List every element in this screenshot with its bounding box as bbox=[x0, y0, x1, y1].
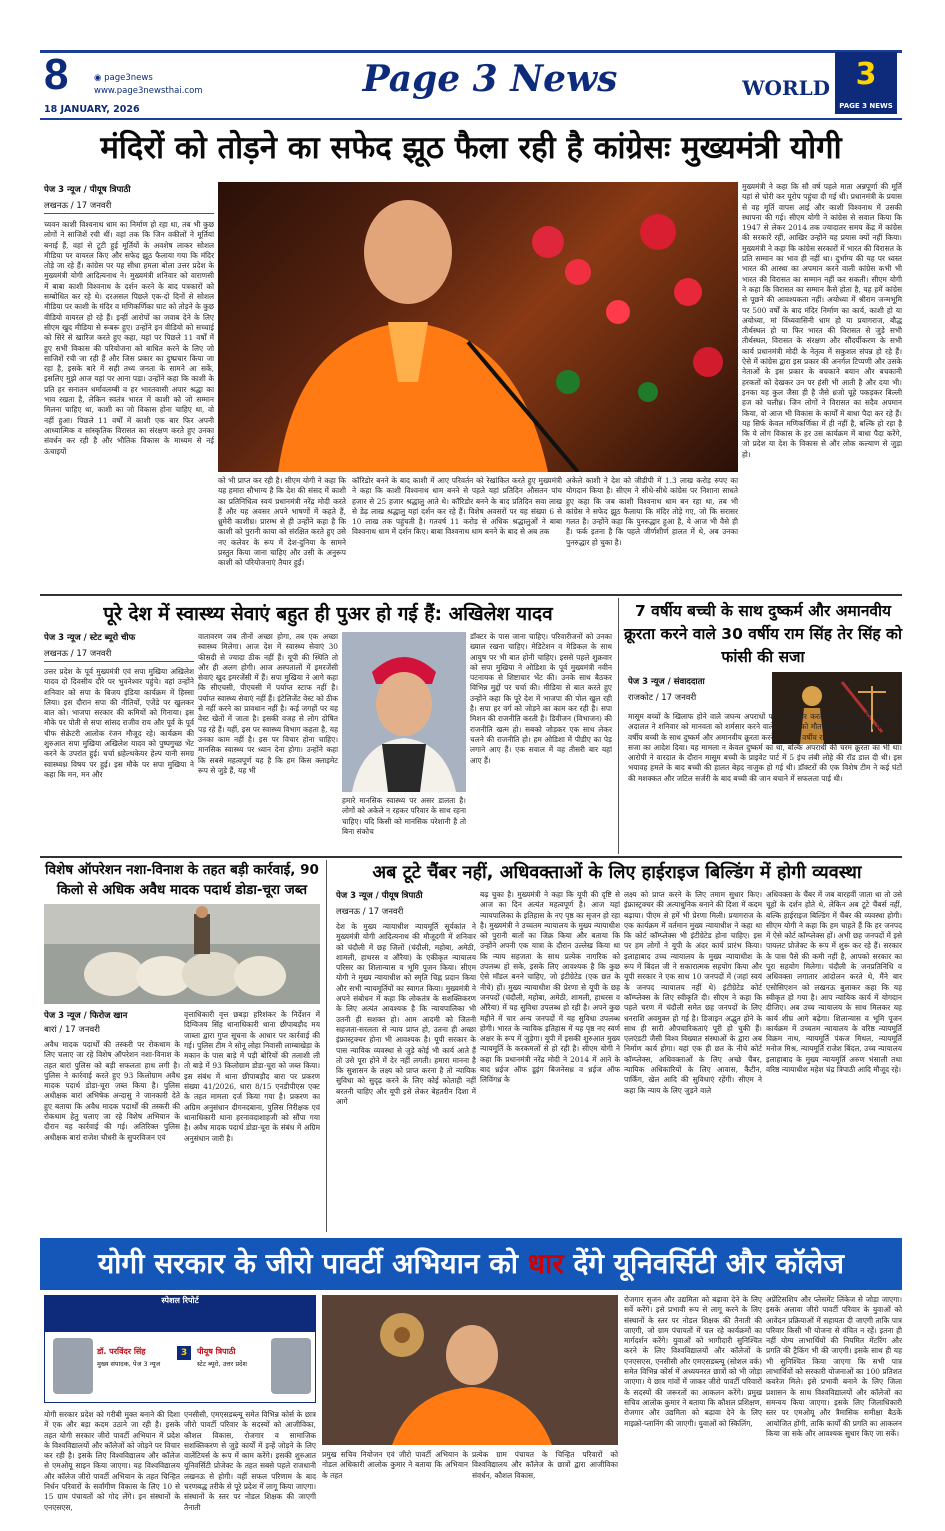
reporter1-title: मुख्य संपादक, पेज 3 न्यूज bbox=[97, 1360, 161, 1368]
lead-col3: कॉरिडोर बनने के बाद काशी में आए परिवर्तन को रेखांकित करते हुए मुख्यमंत्री ने कहा कि काशी विश्वनाथ धाम बनने से पहले यहां प्रतिदिन औसतन पांच हजार से 25 हजार श्रद्धालु आते थे। कॉरिडोर बनने के बाद प्रतिदिन सवा लाख से डेढ़ लाख श्रद्धालु यहां दर्शन कर रहे हैं। विशेष अवसरों पर यह संख्या 6 से 10 लाख तक पहुंचती है। गतवर्ष 11 करोड़ से अधिक श्रद्धालुओं ने बाबा विश्वनाथ धाम में दर्शन किए। बाबा विश्वनाथ धाम बनने के बाद से अब तक bbox=[352, 476, 562, 537]
rape-dateline: राजकोट / 17 जनवरी bbox=[628, 693, 697, 703]
divider bbox=[326, 860, 327, 1232]
masthead-links bbox=[94, 72, 294, 102]
lead-col2: को भी प्राप्त कर रही है। सीएम योगी ने कहा कि यह हमारा सौभाग्य है कि देश की संसद में काशी का प्रतिनिधित्व स्वयं प्रधानमंत्री नरेंद्र मोदी करते हैं और यह अवसर अपने भाषणों में कहते हैं, ध्रुमेरी काशीध्र। प्रारम्भ से ही उन्होंने कहा है कि काशी को पुरानी काया को संरक्षित करते हुए उसे नए कलेवर के रूप में देश-दुनिया के सामने प्रस्तुत किया जाना चाहिए और उसी के अनुरूप काशी को परियोजनाएं तैयार हुईं। bbox=[218, 476, 346, 568]
rape-headline: 7 वर्षीय बच्ची के साथ दुष्कर्म और अमानवीय क्रूरता करने वाले 30 वर्षीय राम सिंह तेर सिंह को फांसी की सजा bbox=[624, 602, 902, 666]
zero-poverty-headline: योगी सरकार के जीरो पावर्टी अभियान को धार देंगे यूनिवर्सिटी और कॉलेज bbox=[40, 1238, 902, 1290]
court-byline: पेज 3 न्यूज / पीयूष त्रिपाठी bbox=[336, 891, 423, 901]
akhilesh-portrait bbox=[342, 632, 466, 792]
zp-caption-right: प्रत्येक ग्राम पंचायत के चिन्हित परिवारों को विश्वविद्यालय और कॉलेज के छात्रों द्वारा आजीविका संवर्धन, कौशल विकास, bbox=[472, 1450, 618, 1480]
lead-dateline: लखनऊ / 17 जनवरी bbox=[44, 201, 112, 211]
masthead-rule bbox=[40, 118, 902, 120]
akhilesh-col4: डॉक्टर के पास जाना चाहिए। परिवारीजनों को उनका ख्याल रखना चाहिए। मेडिटेशन व मेडिकल के साथ आयुष पर भी बात होनी चाहिए। इससे पहले शुक्रवार को सपा मुखिया ने ओडिशा के पूर्व मुख्यमंत्री नवीन पटनायक से शिष्टाचार भेंट की। उनके साथ बैठकर विभिन्न मुद्दों पर चर्चा की। मीडिया से बात करते हुए उन्होंने कहा कि पूरे देश में भाजपा की पोल खुल रही है। सपा हर वर्ग को जोड़ने का काम कर रही है। सपा मिशन की राजनीति करती है। डिवीजन (विभाजन) की राजनीति खत्म हो। सबको जोड़कर एक साथ लेकर चलने की राजनीति हो। हम ओडिशा में पीडीए का पेड़ लगाने आए हैं। एक सवाल में वह तीसरी बार यहां आए हैं। bbox=[470, 632, 612, 765]
special-report-label: स्पेशल रिपोर्ट bbox=[44, 1295, 316, 1331]
court-col4: अधिवक्ता के चैंबर में जब बारहवीं जाता था तो उसे चूहों के दर्शन होते थे, लेकिन अब टूटे चैंबर्स नहीं, बल्कि हाईराइज बिल्डिंग में चैंबर की व्यवस्था होगी। सीएम योगी ने कहा कि हम चाहते हैं कि हर जनपद में ऐसे कोर्ट कॉम्प्लेक्स हों। अभी छह जनपदों में इसे पायलट प्रोजेक्ट के रूप में शुरू कर रहे हैं। सरकार के पास पैसे की कमी नहीं है, आपको सरकार का पूरा सहयोग मिलेगा। चंदौली के जनप्रतिनिधि व अधिवक्ता लगातार आंदोलन करते थे, मैंने बार एसोसिएशन को लखनऊ बुलाकर कहा कि यह स्वीकृत हो गया है। आप न्यायिक कार्य में योगदान दीजिए। अब उच्च न्यायालय के साथ मिलकर यह कार्य शीघ्र आगे बढ़ेगा। शिलान्यास व भूमि पूजन कार्यक्रम में उच्चतम न्यायालय के वरिष्ठ न्यायमूर्ति विक्रम नाथ, न्यायमूर्ति पंकज मिथल, न्यायमूर्ति मनोज मिश्र, न्यायमूर्ति राजेश बिंदल, उच्च न्यायालय इलाहाबाद के मुख्य न्यायमूर्ति अरुण भंसाली तथा वरिष्ठ न्यायाधीश महेश चंद्र त्रिपाठी आदि मौजूद रहे। bbox=[766, 890, 902, 1075]
divider bbox=[44, 661, 194, 662]
yogi-event-photo bbox=[322, 1295, 618, 1445]
akhilesh-dateline: लखनऊ / 17 जनवरी bbox=[44, 649, 112, 659]
social-handle[interactable]: ◉ page3news bbox=[94, 73, 153, 83]
court-headline: अब टूटे चैंबर नहीं, अधिवक्ताओं के लिए हाईराइज बिल्डिंग में होगी व्यवस्था bbox=[372, 862, 862, 883]
lead-col4: अकेले काशी ने देश को जीडीपी में 1.3 लाख करोड़ रुपए का योगदान किया है। सीएम ने सीधे-सीधे कांग्रेस पर निशाना साधते हुए कहा कि जब काशी विश्वनाथ धाम बन रहा था, तब भी कांग्रेस ने सफेद झूठ फैलाया कि मंदिर तोड़े गए, जो कि सरासर गलत है। उन्होंने कहा कि पुनरुद्धार हुआ है, ये आज भी वैसे ही हैं। फर्क इतना है कि पहले जीर्णशीर्ण हालत में थे, अब उनका पुनरुद्धार हो चुका है। bbox=[566, 476, 738, 547]
drug-headline: विशेष ऑपरेशन नशा-विनाश के तहत बड़ी कार्रवाई, 90 किलो से अधिक अवैध मादक पदार्थ डोडा-चूरा जब्त bbox=[45, 862, 319, 898]
drug-dateline: बारां / 17 जनवरी bbox=[44, 1025, 100, 1035]
akhilesh-col2: वातावरण जब तीनों अच्छा होगा, तब एक अच्छा स्वास्थ्य मिलेगा। आज देश में स्वास्थ्य सेवाएं 30 फीसदी से ज्यादा ठीक नहीं हैं। यूपी की स्थिति तो और ही अलग होगी। आज अस्पतालों में इमरजेंसी सेवाएं खुद इमरजेंसी में हैं। सपा मुखिया ने आगे कहा कि सीएचसी, पीएचसी में पर्याप्त स्टाफ नहीं है। पर्याप्त स्वास्थ्य सेवाएं नहीं हैं। इंटेलिजेंट वेस्ट को ठीक से नहीं करने का प्रावधान नहीं है। कई जगहों पर यह वेस्ट खेतों में जाता है। इसकी वजह से लोग दोषित पड़ रहे हैं। यहीं, इस पर स्वास्थ्य विभाग कहता है, यह उनका काम नहीं है। इस पर विचार होना चाहिए। मानसिक स्वास्थ्य पर ध्यान देना होगा। उन्होंने कहा कि सबसे महत्वपूर्ण यह है कि हम किस क्लाइमेट रूप से जुड़े हैं, यह भी bbox=[198, 632, 338, 775]
lead-photo bbox=[218, 182, 738, 472]
divider bbox=[618, 598, 619, 854]
rape-body: मासूम बच्चों के खिलाफ होने वाले जघन्य अपराधों पर कड़ा प्रहार करते हुए राजकोट की एक विशेष अदालत ने शनिवार को मानवता को शर्मसार करने वाले अपराधी को मौत की सजा सुनाई है। कोर्ट ने 7 वर्षीय बच्ची के साथ दुष्कर्म और अमानवीय क्रूरता करने वाले 30 वर्षीय राम सिंह तेर सिंह को फांसी की सजा का आदेश दिया। यह मामला न केवल दुष्कर्म का था, बल्कि अपराधी की चरम क्रूरता का भी था। आरोपी ने वारदात के दौरान मासूम बच्ची के प्राइवेट पार्ट में 5 इंच लंबी लोहे की रॉड डाल दी थी। इस भयावह हमले के बाद बच्ची की हालत बेहद नाजुक हो गई थी। डॉक्टरों की एक विशेष टीम ने कई घंटों की मशक्कत और जटिल सर्जरी के बाद बच्ची की जान बचाने में सफलता पाई थी। bbox=[628, 712, 902, 783]
court-dateline: लखनऊ / 17 जनवरी bbox=[336, 907, 404, 917]
website-link[interactable]: www.page3newsthai.com bbox=[94, 86, 203, 96]
reporter2-name: पीयूष त्रिपाठी bbox=[197, 1347, 236, 1356]
zp-col3: रोजगार सृजन और उद्यमिता को बढ़ावा देने के लिए सर्वे करेंगे। इसे प्रभावी रूप से लागू करने के लिए संस्थानों के स्तर पर नोडल शिक्षक की तैनाती की जाएगी, जो ग्राम पंचायतों में चल रहे कार्यक्रमों का मार्गदर्शन करेंगे। युवाओं को भागीदारी सुनिश्चित करने के लिए विश्वविद्यालयों और कॉलेजों के एनएसएस, एनसीसी और एमएसडब्ल्यू (सोशल वर्क) समेत विभिन्न कोर्स में अध्ययनरत छात्रों को भी जोड़ा जाएगा। ये छात्र गांवों में जाकर जीरो पावर्टी परिवारों के सदस्यों की जरूरतों का आकलन करेंगे। प्रमुख सचिव आलोक कुमार ने बताया कि कौशल प्रशिक्षण, रोजगार और उद्यमिता को बढ़ावा देने के लिए माइक्रो-प्लानिंग की जाएगी। युवाओं को स्किलिंग, bbox=[624, 1295, 762, 1428]
akhilesh-headline: पूरे देश में स्वास्थ्य सेवाएं बहुत ही पुअर हो गई हैं: अखिलेश यादव bbox=[103, 603, 553, 625]
rape-byline: पेज 3 न्यूज / संवाददाता bbox=[628, 677, 705, 687]
lead-byline: पेज 3 न्यूज / पीयूष त्रिपाठी bbox=[44, 185, 131, 195]
zp-caption-left: प्रमुख सचिव नियोजन एवं जीरो पावर्टी अभियान के नोडल अधिकारी आलोक कुमार ने बताया कि अभियान के तहत bbox=[322, 1450, 468, 1480]
lead-headline: मंदिरों को तोड़ने का सफेद झूठ फैला रही है कांग्रेसः मुख्यमंत्री योगी bbox=[100, 130, 842, 166]
issue-date: 18 JANUARY, 2026 bbox=[44, 104, 140, 115]
seized-sacks-photo bbox=[44, 904, 320, 1004]
section-label: WORLD bbox=[742, 76, 830, 100]
reporter2-avatar bbox=[271, 1338, 311, 1394]
drug-photo bbox=[44, 904, 320, 1004]
divider bbox=[44, 213, 214, 214]
divider bbox=[40, 856, 902, 858]
yogi-speech-photo bbox=[218, 182, 738, 472]
divider bbox=[40, 594, 902, 596]
court-col1: देश के मुख्य न्यायाधीश न्यायमूर्ति सूर्यकांत ने मुख्यमंत्री योगी आदित्यनाथ की मौजूदगी में शनिवार को चंदौली में छह जिलों (चंदौली, महोबा, अमेठी, शामली, हाथरस व औरैया) के एकीकृत न्यायालय परिसर का शिलान्यास व भूमि पूजन किया। सीएम योगी ने मुख्य न्यायाधीश को स्मृति चिह्न प्रदान किया और सभी न्यायमूर्तियों का स्वागत किया। मुख्यमंत्री ने अपने संबोधन में कहा कि लोकतंत्र के सशक्तिकरण के लिए अत्यंत आवश्यक है कि न्यायपालिका भी उतनी ही सशक्त हो। आम आदमी को जितनी सहजता-सरलता से न्याय प्राप्त हो, उतना ही अच्छा इंफ्रास्ट्रक्चर होना भी आवश्यक है। यूपी सरकार के पास न्यायिक व्यवस्था से जुड़े कोई भी कार्य आते हैं तो उसे पूरा होने में देर नहीं लगती। हमारा मानना है कि सुशासन के लक्ष्य को प्राप्त करना है तो न्यायिक सुविधा को सुदृढ़ करने के लिए कोई कोताही नहीं बरतनी चाहिए और यूपी इसे लेकर बेहतरीन दिशा में आगे bbox=[336, 922, 476, 1107]
drug-col2: वृत्ताधिकारी वृत्त छबड़ा हरिशंकर के निर्देशन में दिग्विजय सिंह थानाधिकारी थाना छीपाबड़ौद मय जाब्ता द्वारा गुप्त सूचना के आधार पर कार्रवाई की गई। पुलिस टीम ने सोनू लोहा निवासी लाम्बाखेड़ा के मकान के पास बाड़े में पड़ी बोरियों की तलाशी ली तो बाड़े में 93 किलोग्राम डोडा-चूरा को जब्त किया। इस संबंध में थाना छीपाबड़ौद बारा पर प्रकरण संख्या 41/2026, धारा 8/15 एनडीपीएस एक्ट के तहत मामला दर्ज किया गया है। प्रकरण का अग्रिम अनुसंधान दीगनदबाना, पुलिस निरीक्षक एवं थानाधिकारी थाना हरनावदाशाहजी को सौंपा गया है। अवैध मादक पदार्थ डोडा-चूरा के संबंध में अग्रिम अनुसंधान जारी है। bbox=[184, 1010, 320, 1143]
page3-mini-logo: 3 bbox=[177, 1346, 191, 1360]
lead-col1: च्यवन काशी विश्वनाथ धाम का निर्माण हो रहा था, तब भी कुछ लोगों ने साजिशें रची थीं। वहां तक कि जिन वकीलों ने मूर्तियां बनाई हैं, वहां से टूटी हुई मूर्तियों के अवशेष लाकर सोशल मीडिया पर वायरल किए और सफेद झूठ फैलाया गया कि मंदिर तोड़े जा रहे हैं। कांग्रेस पर यह सीधा हमला बोला उत्तर प्रदेश के मुख्यमंत्री योगी आदित्यनाथ ने। मुख्यमंत्री शनिवार को वाराणसी में बाबा काशी विश्वनाथ के दर्शन करने के बाद पत्रकारों को सम्बोधित कर रहे थे। दरअसल पिछले एक-दो दिनों से सोशल मीडिया पर काशी के मंदिर व मणिकर्णिका घाट को तोड़ने के कुछ वीडियो वायरल हो रहे हैं। इन्हीं आरोपों का जवाब देने के लिए सीएम खुद मीडिया से रूबरू हुए। उन्होंने इन वीडियो को सच्चाई को सिरे से खारिज करते हुए कहा, यहां पर पिछले 11 वर्षों में हुए सभी विकास की परियोजना को बाधित करने के लिए जो साजिशें रची जा रही हैं और जिस प्रकार का दुष्प्रचार किया जा रहा है, इसके बारे में सही तथ्य जनता के सामने आ सकें, इसलिए मुझे आज यहां पर आना पड़ा। उन्होंने कहा कि काशी के प्रति हर सनातन धर्मावलम्बी व हर भारतवासी अपार श्रद्धा का भाव रखता है, लेकिन स्वतंत्र भारत में काशी को जो सम्मान मिलना चाहिए था, काशी का जो विकास होना चाहिए था, वो नहीं हुआ। पिछले 11 वर्षों में काशी एक बार फिर अपनी आध्यात्मिक व सांस्कृतिक विरासत का संरक्षण करते हुए उनका संवर्धन कर रही है और भौतिक विकास के माध्यम से नई ऊंचाइयों bbox=[44, 220, 214, 456]
drug-col1: अवैध मादक पदार्थों की तस्करी पर रोकथाम के लिए चलाए जा रहे विशेष ऑपरेशन नशा-विनाश के तहत बारां पुलिस को बड़ी सफलता हाथ लगी है। पुलिस ने कार्रवाई करते हुए 93 किलोग्राम अवैध मादक पदार्थ डोडा-चूरा जब्त किया है। पुलिस अधीक्षक बारां अभिषेक अन्दासु ने जानकारी देते हुए बताया कि अवैध मादक पदार्थों की तस्करी की रोकथाम हेतु चलाए जा रहे विशेष अभियान के दौरान यह कार्रवाई की गई। अतिरिक्त पुलिस अधीक्षक बारां राजेश चौधरी के सुपरविजन एवं bbox=[44, 1040, 180, 1142]
lead-col5: मुख्यमंत्री ने कहा कि सौ वर्ष पहले माता अन्नपूर्णा की मूर्ति यहां से चोरी कर यूरोप पहुंचा दी गई थी। प्रधानमंत्री के प्रयास से वह मूर्ति वापस आई और काशी विश्वनाथ में उसकी स्थापना की गई। सीएम योगी ने कांग्रेस से सवाल किया कि 1947 से लेकर 2014 तक ज्यादातर समय केंद्र में कांग्रेस की सरकारें रहीं, आखिर उन्होंने यह प्रयास क्यों नहीं किया। मुख्यमंत्री ने कहा कि कांग्रेस सरकारों में भारत की विरासत के प्रति सम्मान का भाव ही नहीं था। दुर्भाग्य की यह पर ध्वस्त भारत की आस्था का अपमान करने वाली कांग्रेस कभी भी भारत की विरासत का सम्मान नहीं कर सकती। सीएम योगी ने कहा कि विरासत का सम्मान कैसे होता है, यह हमें कांग्रेस से पूछने की आवश्यकता नहीं। अयोध्या में श्रीराम जन्मभूमि पर 500 वर्षों के बाद मंदिर निर्माण का कार्य, काशी हो या अयोध्या, मां विंध्यवासिनी धाम हो या प्रयागराज, बौद्ध तीर्थस्थल हो या फिर भारत की विरासत से जुड़े सभी तीर्थस्थल, विरासत के संरक्षण और सौंदर्यीकरण के सभी कार्य प्रधानमंत्री मोदी के नेतृत्व में सकुशल संपन्न हो रहे हैं। ऐसे में कांग्रेस द्वारा इस प्रकार की अनर्गल टिप्पणी और उसके नेताओं के इस प्रकार के बचकाने बयान और बचकानी हरकतों को देखकर उन पर हंसी भी आती है और दया भी। इनका यह कुल जैसा ही है जैसे ध्रजो चूहे पकड़कर बिल्ली हज को चलीध्र। जिन लोगों ने विरासत का सदैव अपमान किया, वो आज भी विकास के कार्यों में बाधा पैदा कर रहे हैं। यह सिर्फ केवल मणिकर्णिका में ही नहीं है, बल्कि हो रहा है कि ये लोग विकास के हर उस कार्यक्रम में बाधा पैदा करेंगे, जो प्रदेश या देश के विकास से और लोक कल्याण से जुड़ा हो। bbox=[742, 182, 902, 459]
zero-poverty-photo bbox=[322, 1295, 618, 1445]
zp-col1: योगी सरकार प्रदेश को गरीबी मुक्त बनाने की दिशा में एक और बड़ा कदम उठाने जा रही है। इसके तहत योगी सरकार जीरो पावर्टी अभियान में प्रदेश के विश्वविद्यालयों और कॉलेजों को जोड़ने पर विचार कर रही है। इसके लिए विश्वविद्यालय और कॉलेज से एमओयू साइन किया जाएगा। यह विश्वविद्यालय और कॉलेज जीरो पावर्टी अभियान के तहत चिन्हित निर्धन परिवारों के सर्वांगीण विकास के लिए 10 से 15 ग्राम पंचायतों को गोद लेंगे। इन संस्थानों के एनएसएस, bbox=[44, 1410, 180, 1512]
court-col2: बढ़ चुका है। मुख्यमंत्री ने कहा कि यूपी की दृष्टि से आज का दिन अत्यंत महत्वपूर्ण है। आज यहां न्यायपालिका के इतिहास के नए पृष्ठ का सृजन हो रहा है। मुख्यमंत्री ने उच्चतम न्यायालय के मुख्य न्यायाधीश को पुरानी बातों का जिक्र किया और बताया कि उन्होंने अपनी एक यात्रा के दौरान उल्लेख किया था कि न्याय सहजता के साथ प्रत्येक नागरिक को उपलब्ध हो सके, इसके लिए आवश्यक है कि कुछ ऐसे मॉडल बनने चाहिए, जो इंटीग्रेटेड (एक छत के नीचे) हों। मुख्य न्यायाधीश की प्रेरणा से यूपी के छह जनपदों (चंदौली, महोबा, अमेठी, शामली, हाथरस व औरैया) में यह सुविधा उपलब्ध हो रही है। अपने कुछ महीने में चार अन्य जनपदों में यह सुविधा उपलब्ध होगी। भारत के न्यायिक इतिहास में यह पृष्ठ नए स्वर्ण अक्षर के रूप में जुड़ेगा। यूपी में इसकी शुरुआत मुख्य न्यायमूर्ति के करकमलों से हो रही है। सीएम योगी ने कहा कि प्रधानमंत्री नरेंद्र मोदी ने 2014 में आने के बाद ध्रईज ऑफ डूइंग बिजनेसध्र व ध्रईज ऑफ लिविंगध्र के bbox=[480, 890, 620, 1085]
page3-logo: 3 PAGE 3 NEWS bbox=[835, 52, 897, 114]
akhilesh-col3: हमारे मानसिक स्वास्थ्य पर असर डालता है। लोगों को अकेले न रहकर परिवार के साथ रहना चाहिए। यदि किसी को मानसिक परेशानी है तो बिना संकोच bbox=[342, 796, 466, 836]
akhilesh-col1: उत्तर प्रदेश के पूर्व मुख्यमंत्री एवं सपा मुखिया अखिलेश यादव दो दिवसीय दौरे पर भुवनेश्वर पहुंचे। वहां उन्होंने शनिवार को सपा के बिजय इंडिया कार्यक्रम में हिस्सा लिया। इस दौरान सपा की नीतियों, एजेंडे पर खुलकर बात को। भाजपा सरकार की कमियों को गिनाया। इस मौके पर पोती से सपा सांसद राजीव राय और पूर्व के पूर्व चीफ सेक्रेटरी आलोक रंजन मौजूद रहे। कार्यक्रम की शुरुआत सपा मुखिया अखिलेश यादव को पुष्पगुच्छ भेंट करने के उपरांत हुई। चर्चा ध्रहेल्थकेयर हेल्प यानी समग्र स्वास्थ्यध्र विषय पर हुई। इस मौके पर सपा मुखिया ने कहा कि मन, मन और bbox=[44, 667, 194, 779]
zp-col2: एनसीसी, एमएसडब्ल्यू समेत विभिन्न कोर्स के छात्र जीरो पावर्टी परिवार के सदस्यों को आजीविका, कौशल विकास, रोजगार व सामाजिक सशक्तिकरण से जुड़े कार्यों में इन्हें जोड़ने के लिए वालेंटियर्स के रूप में काम करेंगे। इसकी शुरुआत यूनिवर्सिटी प्रोजेक्ट के तहत सबसे पहले राजधानी लखनऊ से होगी। वहीं सफल परिणाम के बाद चरणबद्ध तरीके से पूरे प्रदेश में लागू किया जाएगा। संस्थानों के स्तर पर नोडल शिक्षक की जाएगी तैनाती bbox=[184, 1410, 316, 1512]
zp-col4: अप्रेंटिसशिप और प्लेसमेंट लिंकेज से जोड़ा जाएगा। इसके अलावा जीरो पावर्टी परिवार के युवाओं को आवेदन प्रक्रियाओं में सहायता दी जाएगी ताकि पात्र परिवार किसी भी योजना से वंचित न रहें। इतना ही नहीं योग्य लाभार्थियों की नियमित मेंटरिंग और प्रगति की ट्रैकिंग भी की जाएगी। इसके साथ ही यह भी सुनिश्चित किया जाएगा कि सभी पात्र लाभार्थियों को सरकारी योजनाओं का 100 प्रतिशत कवरेज मिले। इसे प्रभावी बनाने के लिए जिला प्रशासन के साथ विश्वविद्यालयों और कॉलेजों का समन्वय किया जाएगा। इसके लिए जिलाधिकारी स्तर पर एमओयू और त्रैमासिक समीक्षा बैठकें आयोजित होंगी, ताकि कार्यों की प्रगति का आकलन किया जा सके और आवश्यक सुधार किए जा सकें। bbox=[766, 1295, 902, 1438]
social-icon: ◉ bbox=[94, 73, 105, 83]
reporter2-title: स्टेट ब्यूरो, उत्तर प्रदेश bbox=[197, 1360, 247, 1368]
brand-logo: Page 3 News bbox=[362, 58, 618, 100]
akhilesh-photo bbox=[342, 632, 466, 792]
page-number: 8 bbox=[44, 50, 69, 99]
reporter1-avatar bbox=[53, 1338, 93, 1394]
court-col3: लक्ष्य को प्राप्त करने के लिए तमाम सुधार किए। इंफ्रास्ट्रक्चर की अत्याधुनिक बनाने की दिशा में कदम बढ़ाया। पीएम से हमें भी प्रेरणा मिली। प्रयागराज के एक कार्यक्रम में वर्तमान मुख्य न्यायाधीश ने कहा था कि कोर्ट कॉम्प्लेक्स भी इंटीग्रेटेड होना चाहिए। इस पर हम लोगों ने यूपी के अंदर कार्य प्रारंभ किया। इलाहाबाद उच्च न्यायालय के मुख्य न्यायाधीश के रूप में बिंदल जी ने सकारात्मक सहयोग किया और यूपी सरकार ने एक साथ 10 जनपदों में (जहां स्वयं के जनपद न्यायालय नहीं थे) इंटीग्रेटेड कोर्ट कॉम्प्लेक्स के लिए स्वीकृति दी। सीएम ने कहा कि पहले चरण में चंदौली समेत छह जनपदों के लिए धनराशि अवमुक्त हो गई है। डिजाइन अद्भुत होने के साथ ही सारी औपचारिकताएं पूरी हो चुकी हैं। एलएंडटी जैसी विश्व विख्यात संस्थाओं के द्वारा अब निर्माण कार्य होगा। यहां एक ही छत के नीचे कोर्ट कॉम्प्लेक्स, अधिवक्ताओं के लिए अच्छे चैंबर, न्यायिक अधिकारियों के लिए आवास, कैंटीन, पार्किंग, खेल आदि की सुविधाएं रहेंगी। सीएम ने कहा कि न्याय के लिए जुड़ने वाले bbox=[624, 890, 762, 1095]
drug-byline: पेज 3 न्यूज / फिरोज खान bbox=[44, 1011, 128, 1021]
reporter1-name: डॉ. परविंदर सिंह bbox=[97, 1347, 146, 1356]
reporters-box bbox=[44, 1331, 316, 1403]
akhilesh-byline: पेज 3 न्यूज / स्टेट ब्यूरो चीफ bbox=[44, 633, 136, 643]
